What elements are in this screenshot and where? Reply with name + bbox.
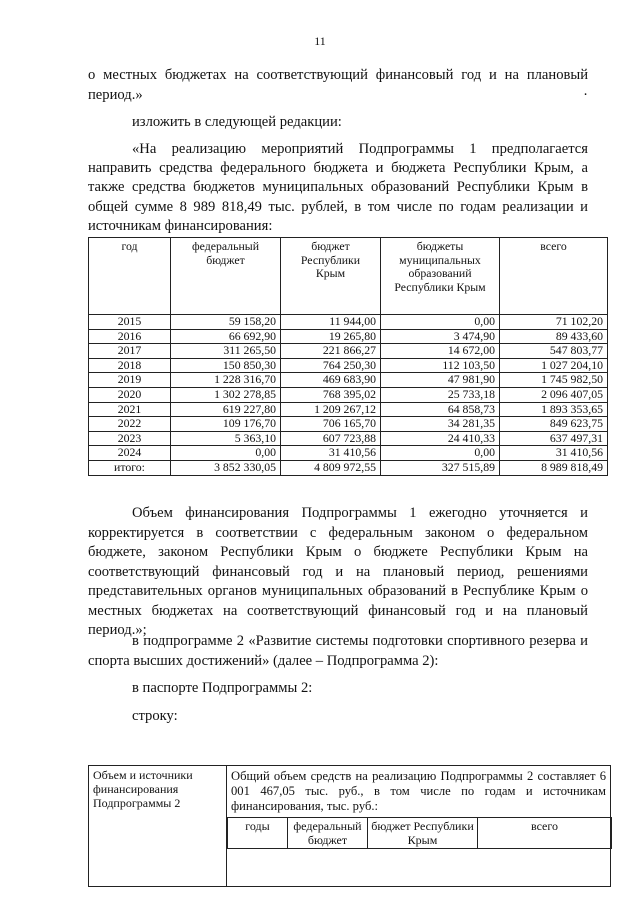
cell-republic: 607 723,88 <box>281 431 381 446</box>
cell-republic: 706 165,70 <box>281 417 381 432</box>
cell-republic: 768 395,02 <box>281 387 381 402</box>
cell-total: 1 893 353,65 <box>500 402 608 417</box>
cell-municipal: 14 672,00 <box>381 344 500 359</box>
header-republic-budget: бюджет Республики Крым <box>281 238 381 315</box>
table-row <box>89 358 608 373</box>
inner-header-federal: федеральный бюджет <box>288 818 368 849</box>
cell-year: 2022 <box>89 417 171 432</box>
cell-republic: 11 944,00 <box>281 315 381 330</box>
table-total-row <box>89 460 608 475</box>
cell-municipal: 34 281,35 <box>381 417 500 432</box>
cell-municipal: 0,00 <box>381 315 500 330</box>
cell-municipal: 112 103,50 <box>381 358 500 373</box>
cell-federal: 1 302 278,85 <box>171 387 281 402</box>
cell-year: 2019 <box>89 373 171 388</box>
header-federal-budget: федеральный бюджет <box>171 238 281 315</box>
table-row <box>89 387 608 402</box>
cell-federal: 150 850,30 <box>171 358 281 373</box>
passport-row <box>89 766 611 887</box>
cell-grand-total: 8 989 818,49 <box>500 460 608 475</box>
cell-federal: 619 227,80 <box>171 402 281 417</box>
cell-municipal: 24 410,33 <box>381 431 500 446</box>
table-row <box>89 402 608 417</box>
cell-republic: 221 866,27 <box>281 344 381 359</box>
inner-header-years: годы <box>228 818 288 849</box>
cell-total: 31 410,56 <box>500 446 608 461</box>
page-number: 11 <box>314 34 326 48</box>
cell-federal: 109 176,70 <box>171 417 281 432</box>
table-row <box>89 446 608 461</box>
table-row <box>89 329 608 344</box>
passport-inner-header-row <box>228 818 612 849</box>
paragraph-funding-intro: «На реализацию мероприятий Подпрограммы 1 предполагается направить средства федерального бюджета и бюджета Республики Крым, а также средства бюджетов муниципальных образований Республики Крым в общей сумме 8 989 818,49 тыс. рублей, в том числе по годам реализации и источникам финансирования: <box>88 141 588 234</box>
inner-header-total: всего <box>478 818 612 849</box>
passport-row-description: Общий объем средств на реализацию Подпрограммы 2 составляет 6 001 467,05 тыс. руб., в том числе по годам и источникам финансирования, тыс. руб.: <box>231 769 606 813</box>
table-row <box>89 431 608 446</box>
cell-federal: 311 265,50 <box>171 344 281 359</box>
cell-total: 89 433,60 <box>500 329 608 344</box>
header-year: год <box>89 238 171 315</box>
cell-federal: 0,00 <box>171 446 281 461</box>
passport-row-label: Объем и источники финансирования Подпрограммы 2 <box>89 766 227 887</box>
cell-federal: 1 228 316,70 <box>171 373 281 388</box>
cell-year: 2017 <box>89 344 171 359</box>
cell-total: 1 745 982,50 <box>500 373 608 388</box>
table-row <box>89 344 608 359</box>
cell-municipal: 47 981,90 <box>381 373 500 388</box>
cell-total: 2 096 407,05 <box>500 387 608 402</box>
cell-municipal: 0,00 <box>381 446 500 461</box>
cell-federal: 66 692,90 <box>171 329 281 344</box>
cell-municipal-total: 327 515,89 <box>381 460 500 475</box>
paragraph-funding-volume: Объем финансирования Подпрограммы 1 ежегодно уточняется и корректируется в соответствии с федеральным законом о федеральном бюджете, законом Республики Крым о бюджете Республики Крым на соответствующий финансовый год и на плановый период, решениями представительных органов муниципальных образований в Республике Крым о местных бюджетах на соответствующий финансовый год и на плановый период.»; <box>88 505 588 638</box>
funding-table-header-row <box>89 238 608 315</box>
paragraph-line: строку: <box>132 708 178 724</box>
cell-municipal: 3 474,90 <box>381 329 500 344</box>
cell-republic: 469 683,90 <box>281 373 381 388</box>
cell-year: 2023 <box>89 431 171 446</box>
cell-municipal: 64 858,73 <box>381 402 500 417</box>
cell-republic: 1 209 267,12 <box>281 402 381 417</box>
table-row <box>89 315 608 330</box>
header-municipal-budgets: бюджеты муниципальных образований Республики Крым <box>381 238 500 315</box>
paragraph-subprogram-2: в подпрограмме 2 «Развитие системы подготовки спортивного резерва и спорта высших достижений» (далее – Подпрограмма 2): <box>88 633 588 669</box>
cell-year-total-label: итого: <box>89 460 171 475</box>
cell-total: 547 803,77 <box>500 344 608 359</box>
cell-year: 2020 <box>89 387 171 402</box>
passport-row-content <box>227 766 611 887</box>
cell-year: 2016 <box>89 329 171 344</box>
inner-header-republic: бюджет Республики Крым <box>368 818 478 849</box>
cell-total: 71 102,20 <box>500 315 608 330</box>
paragraph-previous-end: о местных бюджетах на соответствующий финансовый год и на плановый период.» · <box>88 67 588 103</box>
cell-year: 2015 <box>89 315 171 330</box>
cell-federal-total: 3 852 330,05 <box>171 460 281 475</box>
cell-republic: 764 250,30 <box>281 358 381 373</box>
cell-year: 2018 <box>89 358 171 373</box>
cell-total: 637 497,31 <box>500 431 608 446</box>
cell-republic: 31 410,56 <box>281 446 381 461</box>
paragraph-passport: в паспорте Подпрограммы 2: <box>132 680 313 696</box>
cell-year: 2021 <box>89 402 171 417</box>
table-row <box>89 417 608 432</box>
table-row <box>89 373 608 388</box>
cell-municipal: 25 733,18 <box>381 387 500 402</box>
cell-total: 1 027 204,10 <box>500 358 608 373</box>
header-total: всего <box>500 238 608 315</box>
funding-table <box>88 237 608 476</box>
passport-inner-table <box>227 817 612 849</box>
cell-republic-total: 4 809 972,55 <box>281 460 381 475</box>
cell-year: 2024 <box>89 446 171 461</box>
cell-republic: 19 265,80 <box>281 329 381 344</box>
cell-federal: 59 158,20 <box>171 315 281 330</box>
paragraph-state-instruction: изложить в следующей редакции: <box>132 114 342 130</box>
cell-total: 849 623,75 <box>500 417 608 432</box>
cell-federal: 5 363,10 <box>171 431 281 446</box>
passport-table <box>88 765 611 887</box>
